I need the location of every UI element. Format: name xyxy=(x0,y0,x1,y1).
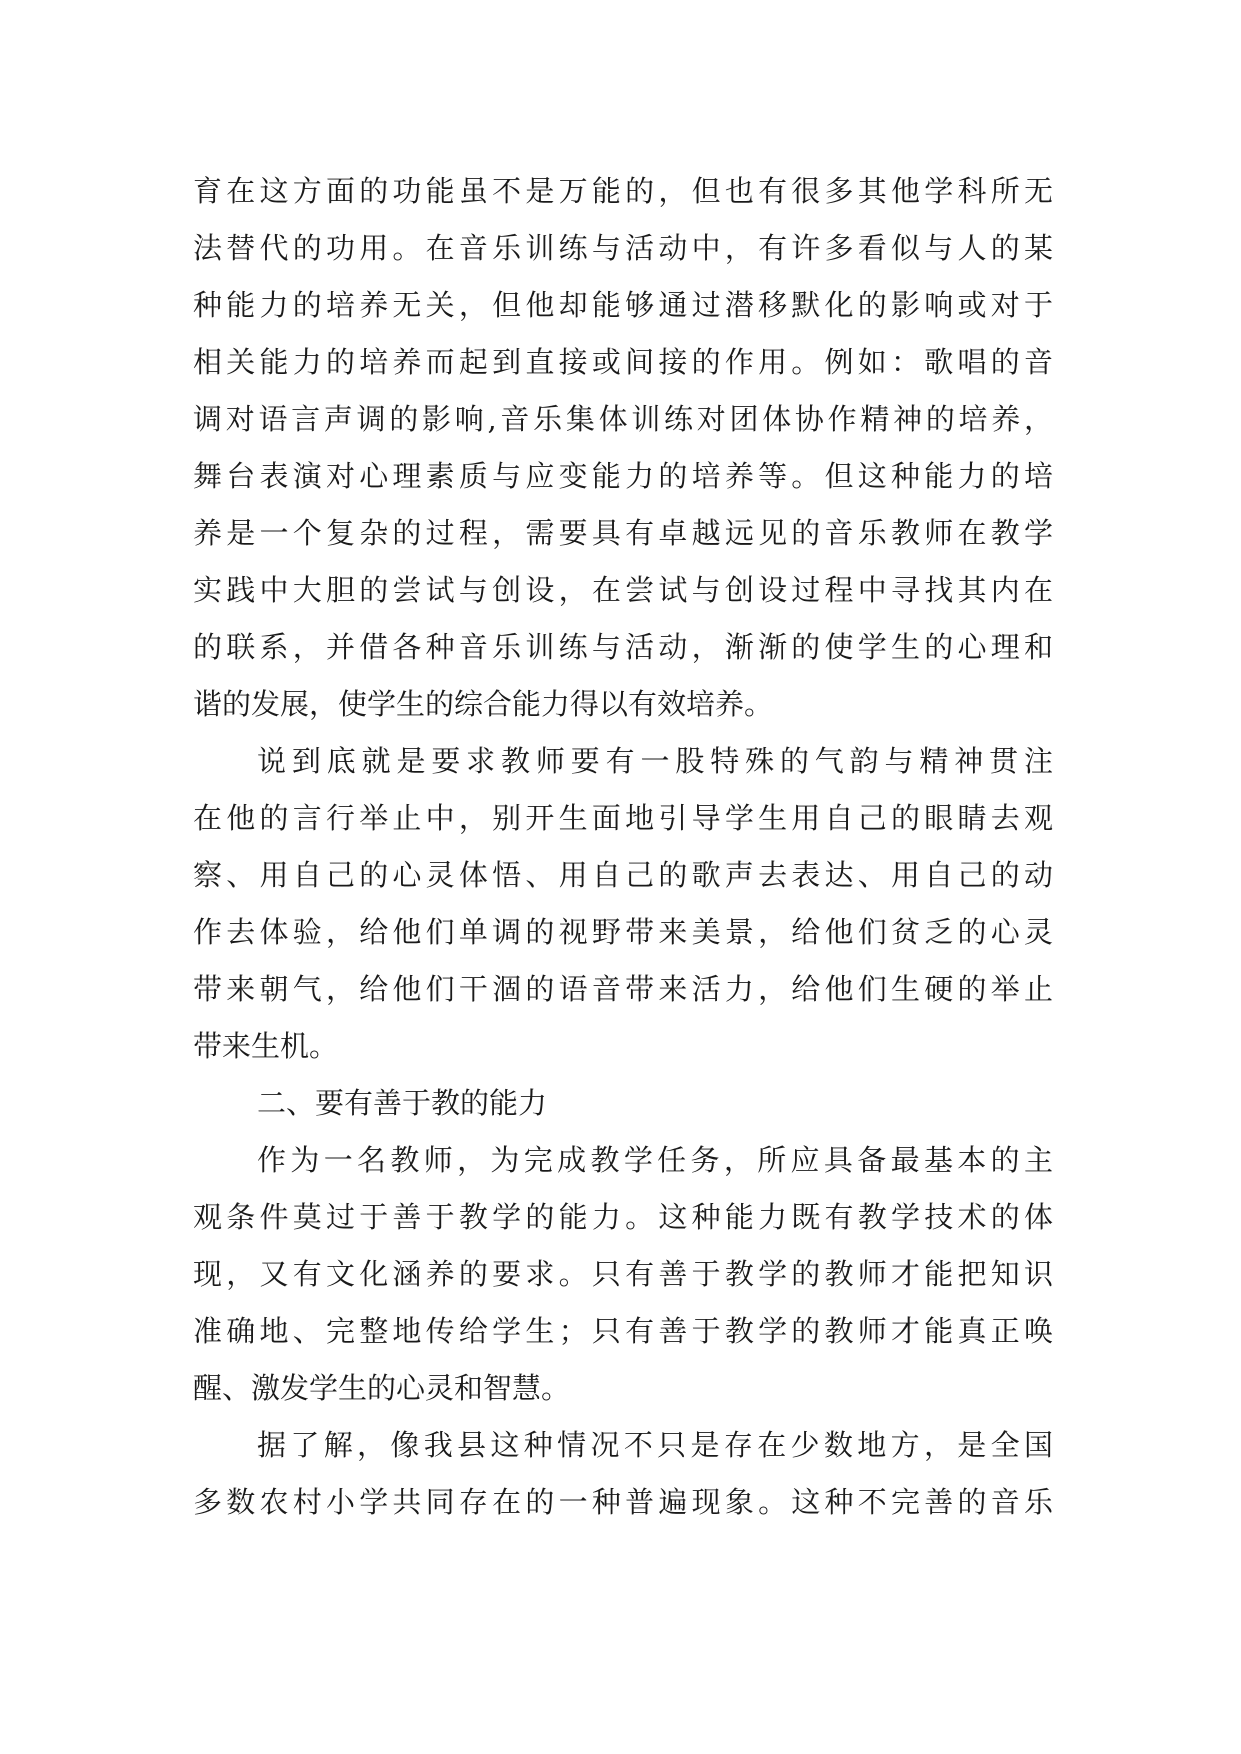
text-line: 醒、激发学生的心灵和智慧。 xyxy=(193,1371,571,1405)
text-line: 多数农村小学共同存在的一种普遍现象。这种不完善的音乐 xyxy=(193,1485,1053,1519)
paragraph-p3 xyxy=(193,1132,1053,1417)
text-line: 养是一个复杂的过程，需要具有卓越远见的音乐教师在教学 xyxy=(193,516,1053,550)
paragraph-p4 xyxy=(193,1417,1053,1531)
text-line: 相关能力的培养而起到直接或间接的作用。例如：歌唱的音 xyxy=(193,345,1053,379)
paragraph-p2 xyxy=(193,733,1053,1075)
text-line: 现，又有文化涵养的要求。只有善于教学的教师才能把知识 xyxy=(193,1257,1053,1291)
text-line: 准确地、完整地传给学生；只有善于教学的教师才能真正唤 xyxy=(193,1314,1053,1348)
paragraph-p1 xyxy=(193,163,1053,733)
text-line: 察、用自己的心灵体悟、用自己的歌声去表达、用自己的动 xyxy=(193,858,1053,892)
text-line: 观条件莫过于善于教学的能力。这种能力既有教学技术的体 xyxy=(193,1200,1053,1234)
text-line: 在他的言行举止中，别开生面地引导学生用自己的眼睛去观 xyxy=(193,801,1053,835)
text-line: 实践中大胆的尝试与创设，在尝试与创设过程中寻找其内在 xyxy=(193,573,1053,607)
text-line: 法替代的功用。在音乐训练与活动中，有许多看似与人的某 xyxy=(193,231,1053,265)
text-line: 作去体验，给他们单调的视野带来美景，给他们贫乏的心灵 xyxy=(193,915,1053,949)
heading-text: 二、要有善于教的能力 xyxy=(257,1086,548,1120)
text-line: 的联系，并借各种音乐训练与活动，渐渐的使学生的心理和 xyxy=(193,630,1053,664)
text-line: 谐的发展，使学生的综合能力得以有效培养。 xyxy=(193,687,774,721)
text-line: 育在这方面的功能虽不是万能的，但也有很多其他学科所无 xyxy=(193,174,1053,208)
text-line: 据了解，像我县这种情况不只是存在少数地方，是全国 xyxy=(257,1428,1053,1462)
text-line: 调对语言声调的影响,音乐集体训练对团体协作精神的培养， xyxy=(193,402,1053,436)
text-line: 作为一名教师，为完成教学任务，所应具备最基本的主 xyxy=(257,1143,1053,1177)
document-body xyxy=(193,163,1053,1531)
text-line: 舞台表演对心理素质与应变能力的培养等。但这种能力的培 xyxy=(193,459,1053,493)
text-line: 带来朝气，给他们干涸的语音带来活力，给他们生硬的举止 xyxy=(193,972,1053,1006)
text-line: 带来生机。 xyxy=(193,1029,339,1063)
text-line: 种能力的培养无关，但他却能够通过潜移默化的影响或对于 xyxy=(193,288,1053,322)
text-line: 说到底就是要求教师要有一股特殊的气韵与精神贯注 xyxy=(257,744,1053,778)
section-heading xyxy=(193,1075,1053,1132)
